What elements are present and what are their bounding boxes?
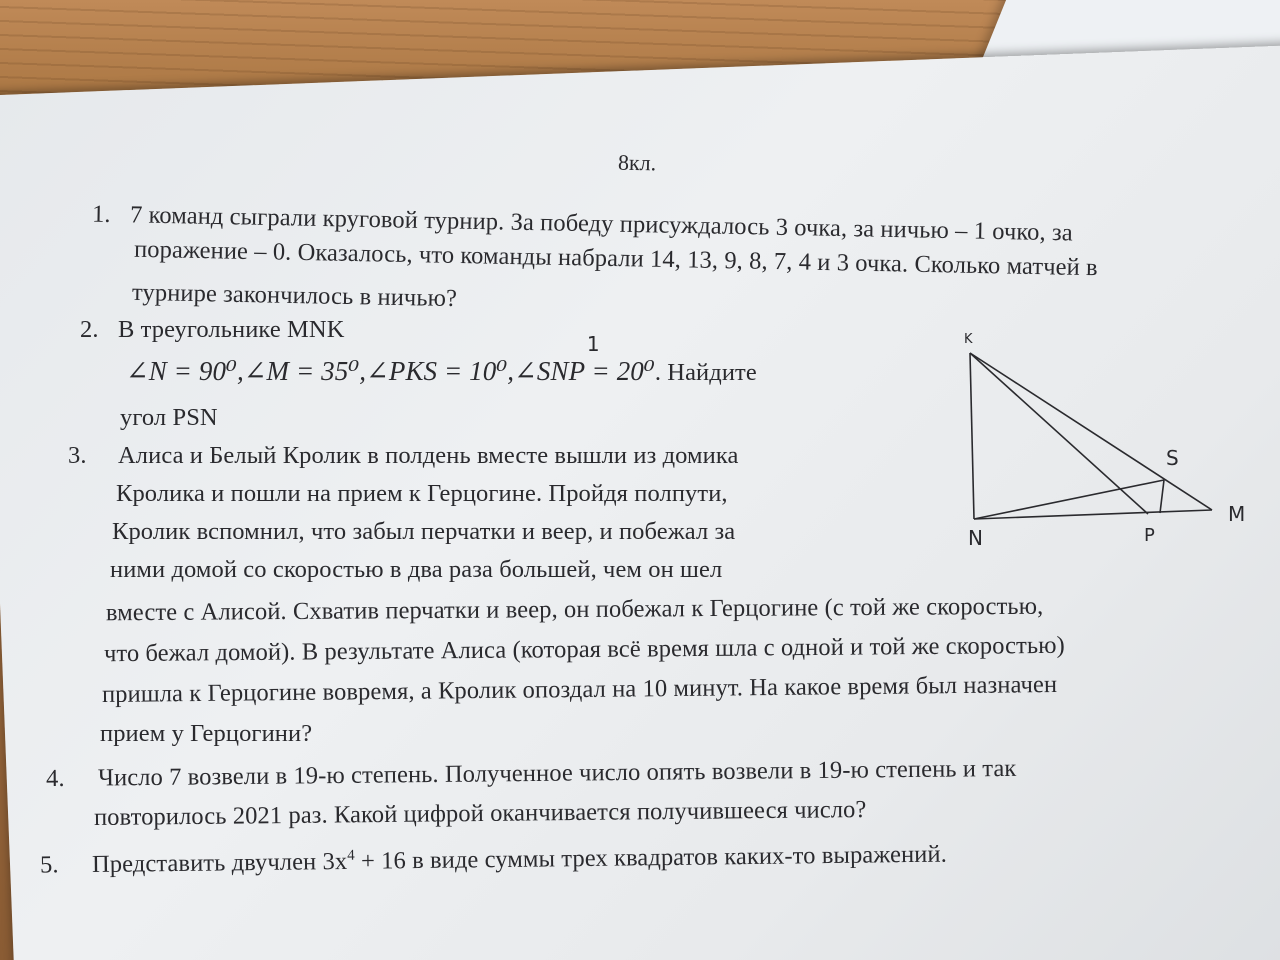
problem-3-line-2: Кролика и пошли на прием к Герцогине. Пройдя полпути,: [116, 480, 728, 507]
problem-3-line-4: ними домой со скоростью в два раза большей, чем он шел: [110, 556, 723, 583]
problem-3-line-3: Кролик вспомнил, что забыл перчатки и веер, и побежал за: [112, 518, 736, 545]
side-km: [970, 353, 1212, 510]
problem-1-line-1: 1. 7 команд сыграли круговой турнир. За победу присуждалось 3 очка, за ничью – 1 очко, за: [91, 200, 1074, 247]
problem-3-line-1: 3. Алиса и Белый Кролик в полдень вместе вышли из домика: [68, 442, 739, 469]
problem-number: 5.: [39, 851, 59, 879]
problem-3-line-6: что бежал домой). В результате Алиса (которая всё время шла с одной и той же скоростью): [103, 631, 1065, 668]
problem-3-line-8: прием у Герцогини?: [100, 720, 313, 747]
problem-5-line: 5. Представить двучлен $3x^4 + 16$ в виде суммы трех квадратов каких-то выражений.: [39, 840, 948, 879]
problem-4-line-2: повторилось 2021 раз. Какой цифрой оканчивается получившееся число?: [93, 795, 867, 832]
handwritten-note: 1: [586, 332, 600, 356]
segment-sp: [1160, 480, 1164, 513]
problem-2-formula-line: [126, 332, 757, 387]
angle-formula: ∠N = 90⁰,∠M = 35⁰,∠PKS = 10⁰,∠SNP = 20⁰: [126, 356, 655, 386]
label-m: M: [1228, 502, 1246, 526]
problem-2-last-line: угол PSN: [120, 404, 218, 431]
problem-3-line-5: вместе с Алисой. Схватив перчатки и веер, он побежал к Герцогине (с той же скоростью,: [105, 592, 1044, 627]
problem-number: 3.: [68, 442, 87, 469]
label-s: S: [1166, 446, 1179, 470]
problem-number: 4.: [45, 764, 65, 793]
problem-4-line-1: 4. Число 7 возвели в 19-ю степень. Полученное число опять возвели в 19-ю степень и так: [45, 754, 1017, 793]
problem-number: 2.: [80, 316, 99, 343]
triangle-diagram: [950, 325, 1260, 555]
label-k: K: [964, 332, 973, 347]
problem-1-line-2: поражение – 0. Оказалось, что команды набрали 14, 13, 9, 8, 7, 4 и 3 очка. Сколько матчей в: [133, 235, 1098, 282]
formula-tail: . Найдите: [654, 359, 757, 386]
page-title: 8кл.: [617, 149, 657, 176]
problem-2-line-1: 2. В треугольнике MNK: [80, 316, 345, 343]
problem-3-line-7: пришла к Герцогине вовремя, а Кролик опоздал на 10 минут. На какое время был назначен: [101, 670, 1058, 709]
problem-number: 1.: [91, 200, 111, 228]
problem-1-line-3: турнире закончилось в ничью?: [131, 278, 458, 313]
label-n: N: [968, 526, 983, 550]
side-kn: [970, 353, 974, 519]
exponent: 4: [347, 847, 355, 864]
segment-kp: [970, 353, 1148, 514]
label-p: P: [1144, 525, 1155, 546]
